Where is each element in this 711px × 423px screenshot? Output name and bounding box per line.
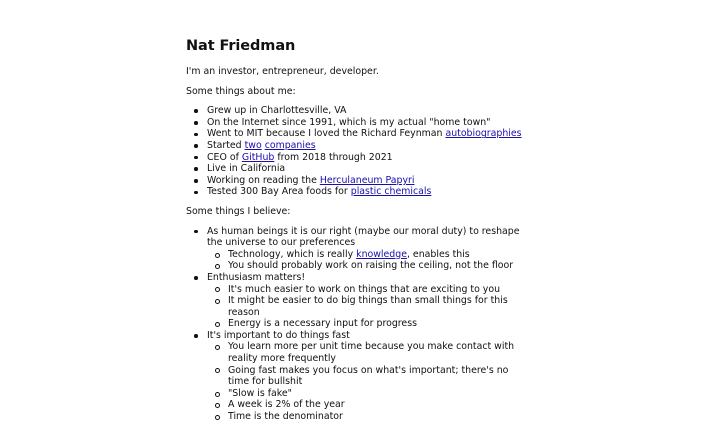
- two-link[interactable]: two: [244, 139, 262, 151]
- item-text: , enables this: [406, 248, 470, 260]
- list-item: [207, 117, 531, 129]
- item-text: Live in California: [207, 163, 286, 175]
- sub-list-item: [228, 411, 531, 423]
- list-item: [207, 226, 531, 272]
- sub-list-item: [228, 318, 531, 330]
- intro-text: I'm an investor, entrepreneur, developer.: [186, 66, 379, 77]
- belief-text: It's important to do things fast: [207, 329, 350, 341]
- sub-list-item: [228, 284, 531, 296]
- list-item: [207, 105, 531, 117]
- item-text: Energy is a necessary input for progress: [228, 318, 417, 330]
- item-text: A week is 2% of the year: [228, 399, 345, 411]
- herculaneum-papyri-link[interactable]: Herculaneum Papyri: [319, 174, 415, 186]
- sub-list-item: [228, 260, 531, 272]
- list-item: [207, 152, 531, 164]
- github-link[interactable]: GitHub: [241, 151, 275, 163]
- sub-list: [207, 249, 531, 272]
- item-text: You learn more per unit time because you make contact with reality more frequently: [228, 341, 515, 365]
- knowledge-link[interactable]: knowledge: [356, 248, 407, 260]
- item-text: Went to MIT because I loved the Richard Feynman: [207, 128, 446, 140]
- list-item: [207, 330, 531, 423]
- list-item: [207, 175, 531, 187]
- sub-list-item: [228, 365, 531, 388]
- page-title: Nat Friedman: [186, 38, 296, 54]
- sub-list-item: [228, 399, 531, 411]
- belief-text: As human beings it is our right (maybe our moral duty) to reshape the universe to our preferences: [207, 225, 520, 249]
- item-text: Technology, which is really: [228, 248, 357, 260]
- item-text: Grew up in Charlottesville, VA: [207, 105, 347, 117]
- about-heading: Some things about me:: [186, 85, 296, 97]
- sub-list-item: [228, 341, 531, 364]
- autobiographies-link[interactable]: autobiographies: [445, 128, 522, 140]
- sub-list: [207, 341, 531, 422]
- list-item: [207, 163, 531, 175]
- item-text: You should probably work on raising the ceiling, not the floor: [228, 260, 514, 272]
- list-item: [207, 140, 531, 152]
- plastic-chemicals-link[interactable]: plastic chemicals: [350, 186, 432, 198]
- item-text: Tested 300 Bay Area foods for: [207, 186, 351, 198]
- sub-list-item: [228, 249, 531, 261]
- page-content: [186, 36, 531, 423]
- sub-list-item: [228, 295, 531, 318]
- item-text: Started: [207, 139, 245, 151]
- sub-list: [207, 284, 531, 330]
- sub-list-item: [228, 388, 531, 400]
- item-text: Working on reading the: [207, 174, 320, 186]
- about-list: [186, 105, 531, 198]
- beliefs-heading: Some things I believe:: [186, 205, 291, 217]
- item-text: CEO of: [207, 151, 242, 163]
- beliefs-list: [186, 226, 531, 423]
- item-text: On the Internet since 1991, which is my actual "home town": [207, 116, 491, 128]
- item-text: from 2018 through 2021: [274, 151, 393, 163]
- companies-link[interactable]: companies: [264, 139, 316, 151]
- item-text: Going fast makes you focus on what's important; there's no time for bullshit: [228, 364, 509, 388]
- list-item: [207, 128, 531, 140]
- item-text: It's much easier to work on things that are exciting to you: [228, 283, 501, 295]
- item-text: "Slow is fake": [228, 387, 292, 399]
- item-text: It might be easier to do big things than small things for this reason: [228, 295, 508, 318]
- item-text: Time is the denominator: [228, 411, 343, 423]
- belief-text: Enthusiasm matters!: [207, 271, 306, 283]
- list-item: [207, 272, 531, 330]
- list-item: [207, 186, 531, 198]
